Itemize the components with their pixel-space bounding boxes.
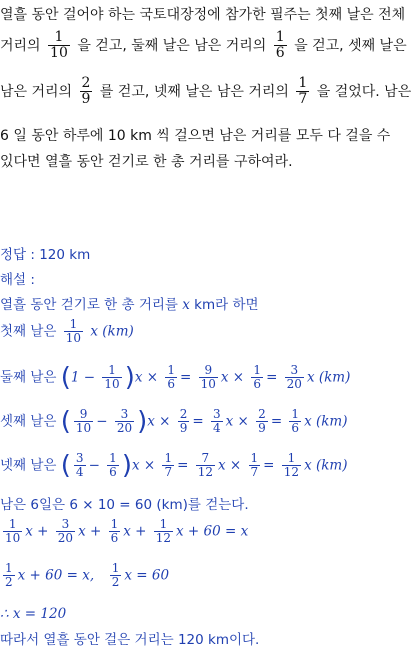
day1-line bbox=[0, 318, 134, 345]
math-text: = bbox=[192, 413, 204, 430]
math-text: x × bbox=[134, 369, 159, 386]
problem-line-3 bbox=[0, 76, 411, 108]
fraction: $\frac{1}{6}$ bbox=[167, 363, 176, 392]
math-text: = bbox=[177, 457, 189, 474]
day4-line bbox=[0, 452, 347, 479]
math-text: − bbox=[88, 457, 100, 474]
math-text: = bbox=[270, 413, 283, 430]
math-text: x × bbox=[225, 413, 249, 430]
fraction: $\frac{9}{10}$ bbox=[75, 407, 92, 436]
explanation-intro bbox=[0, 293, 259, 313]
math-text: = bbox=[266, 369, 278, 386]
paren: ) bbox=[137, 406, 148, 437]
problem-line-1: 열흘 동안 걸어야 하는 국토대장정에 참가한 필주는 첫째 날은 전체 bbox=[0, 7, 406, 23]
fraction: $\frac{1}{7}$ bbox=[298, 75, 308, 108]
problem-line-2 bbox=[0, 30, 407, 62]
day-label: 넷째 날은 bbox=[0, 457, 57, 474]
math-text: = bbox=[263, 457, 275, 474]
fraction: $\frac{1}{7}$ bbox=[250, 451, 259, 480]
day-label: 첫째 날은 bbox=[0, 323, 57, 340]
equation-line-3: ∴ x = 120 bbox=[0, 606, 67, 622]
problem-line-5: 있다면 열흘 동안 걷기로 한 총 거리를 구하여라. bbox=[0, 154, 293, 170]
problem-text: 을 걸었다. 남은 bbox=[316, 83, 411, 100]
fraction: $\frac{1}{10}$ bbox=[5, 517, 21, 546]
fraction: $\frac{1}{6}$ bbox=[253, 363, 262, 392]
paren: ) bbox=[124, 362, 135, 393]
fraction: $\frac{1}{6}$ bbox=[291, 407, 300, 436]
problem-text: 을 걷고, 셋째 날은 bbox=[294, 37, 407, 54]
day3-line bbox=[0, 408, 347, 435]
fraction: $\frac{1}{7}$ bbox=[164, 451, 173, 480]
final-statement: 따라서 열흘 동안 걸은 거리는 120 km이다. bbox=[0, 632, 260, 648]
day-label: 셋째 날은 bbox=[0, 413, 57, 430]
variable-x: x bbox=[182, 297, 190, 313]
math-text: x (km) bbox=[304, 457, 348, 474]
fraction: $\frac{7}{12}$ bbox=[197, 451, 214, 480]
equation-line-2 bbox=[0, 562, 169, 589]
fraction: $\frac{3}{20}$ bbox=[286, 363, 302, 392]
math-text: x + bbox=[123, 523, 147, 540]
fraction: $\frac{1}{6}$ bbox=[275, 29, 285, 62]
day2-line bbox=[0, 364, 350, 391]
math-text: = bbox=[180, 369, 192, 386]
fraction: $\frac{1}{2}$ bbox=[111, 561, 120, 590]
explanation-text: 열흘 동안 걷기로 한 총 거리를 bbox=[0, 297, 178, 313]
math-text: x (km) bbox=[304, 413, 348, 430]
math-text: x + 60 = x bbox=[176, 523, 249, 540]
answer-value: 120 km bbox=[39, 247, 91, 263]
math-text: x × bbox=[220, 369, 245, 386]
fraction: $\frac{1}{6}$ bbox=[109, 451, 117, 480]
math-text: x + 60 = x, bbox=[17, 567, 95, 584]
explanation-text: km라 하면 bbox=[194, 297, 259, 313]
paren: ) bbox=[121, 450, 132, 481]
math-text: x (km) bbox=[90, 323, 134, 340]
answer-label: 정답 : bbox=[0, 247, 35, 263]
problem-line-4: 6 일 동안 하루에 10 km 씩 걸으면 남은 거리를 모두 다 걸을 수 bbox=[0, 128, 391, 144]
answer-line bbox=[0, 243, 90, 263]
fraction: $\frac{1}{12}$ bbox=[155, 517, 172, 546]
fraction: $\frac{2}{9}$ bbox=[179, 407, 188, 436]
fraction: $\frac{3}{4}$ bbox=[213, 407, 221, 436]
day-label: 둘째 날은 bbox=[0, 369, 57, 386]
problem-text: 남은 거리의 bbox=[0, 83, 73, 100]
math-text: x (km) bbox=[306, 369, 351, 386]
fraction: $\frac{2}{9}$ bbox=[81, 75, 91, 108]
math-text: x × bbox=[131, 457, 156, 474]
problem-text: 를 걷고, 넷째 날은 남은 거리의 bbox=[99, 83, 289, 100]
fraction: $\frac{2}{9}$ bbox=[258, 407, 266, 436]
equation-line-1 bbox=[0, 518, 248, 545]
math-text: x + bbox=[25, 523, 49, 540]
explanation-label: 해설 : bbox=[0, 272, 35, 288]
fraction: $\frac{3}{20}$ bbox=[116, 407, 133, 436]
problem-text: 을 걷고, 둘째 날은 남은 거리의 bbox=[77, 37, 267, 54]
paren: ( bbox=[60, 450, 71, 481]
fraction: $\frac{1}{2}$ bbox=[5, 561, 13, 590]
remaining-days-line: 남은 6일은 6 × 10 = 60 (km)를 걷는다. bbox=[0, 497, 249, 513]
math-text: x × bbox=[147, 413, 171, 430]
math-text: x + bbox=[78, 523, 102, 540]
fraction: $\frac{1}{12}$ bbox=[283, 451, 300, 480]
paren: ( bbox=[60, 362, 71, 393]
paren: ( bbox=[60, 406, 71, 437]
math-text: x × bbox=[218, 457, 242, 474]
problem-text: 거리의 bbox=[0, 37, 41, 54]
math-text: 1 − bbox=[70, 369, 96, 386]
math-text: x = 60 bbox=[124, 567, 170, 584]
fraction: $\frac{1}{6}$ bbox=[110, 517, 119, 546]
fraction: $\frac{1}{10}$ bbox=[50, 29, 68, 62]
fraction: $\frac{1}{10}$ bbox=[65, 317, 82, 346]
fraction: $\frac{9}{10}$ bbox=[200, 363, 216, 392]
fraction: $\frac{3}{4}$ bbox=[75, 451, 84, 480]
fraction: $\frac{1}{10}$ bbox=[104, 363, 120, 392]
fraction: $\frac{3}{20}$ bbox=[57, 517, 74, 546]
math-text: − bbox=[96, 413, 108, 430]
